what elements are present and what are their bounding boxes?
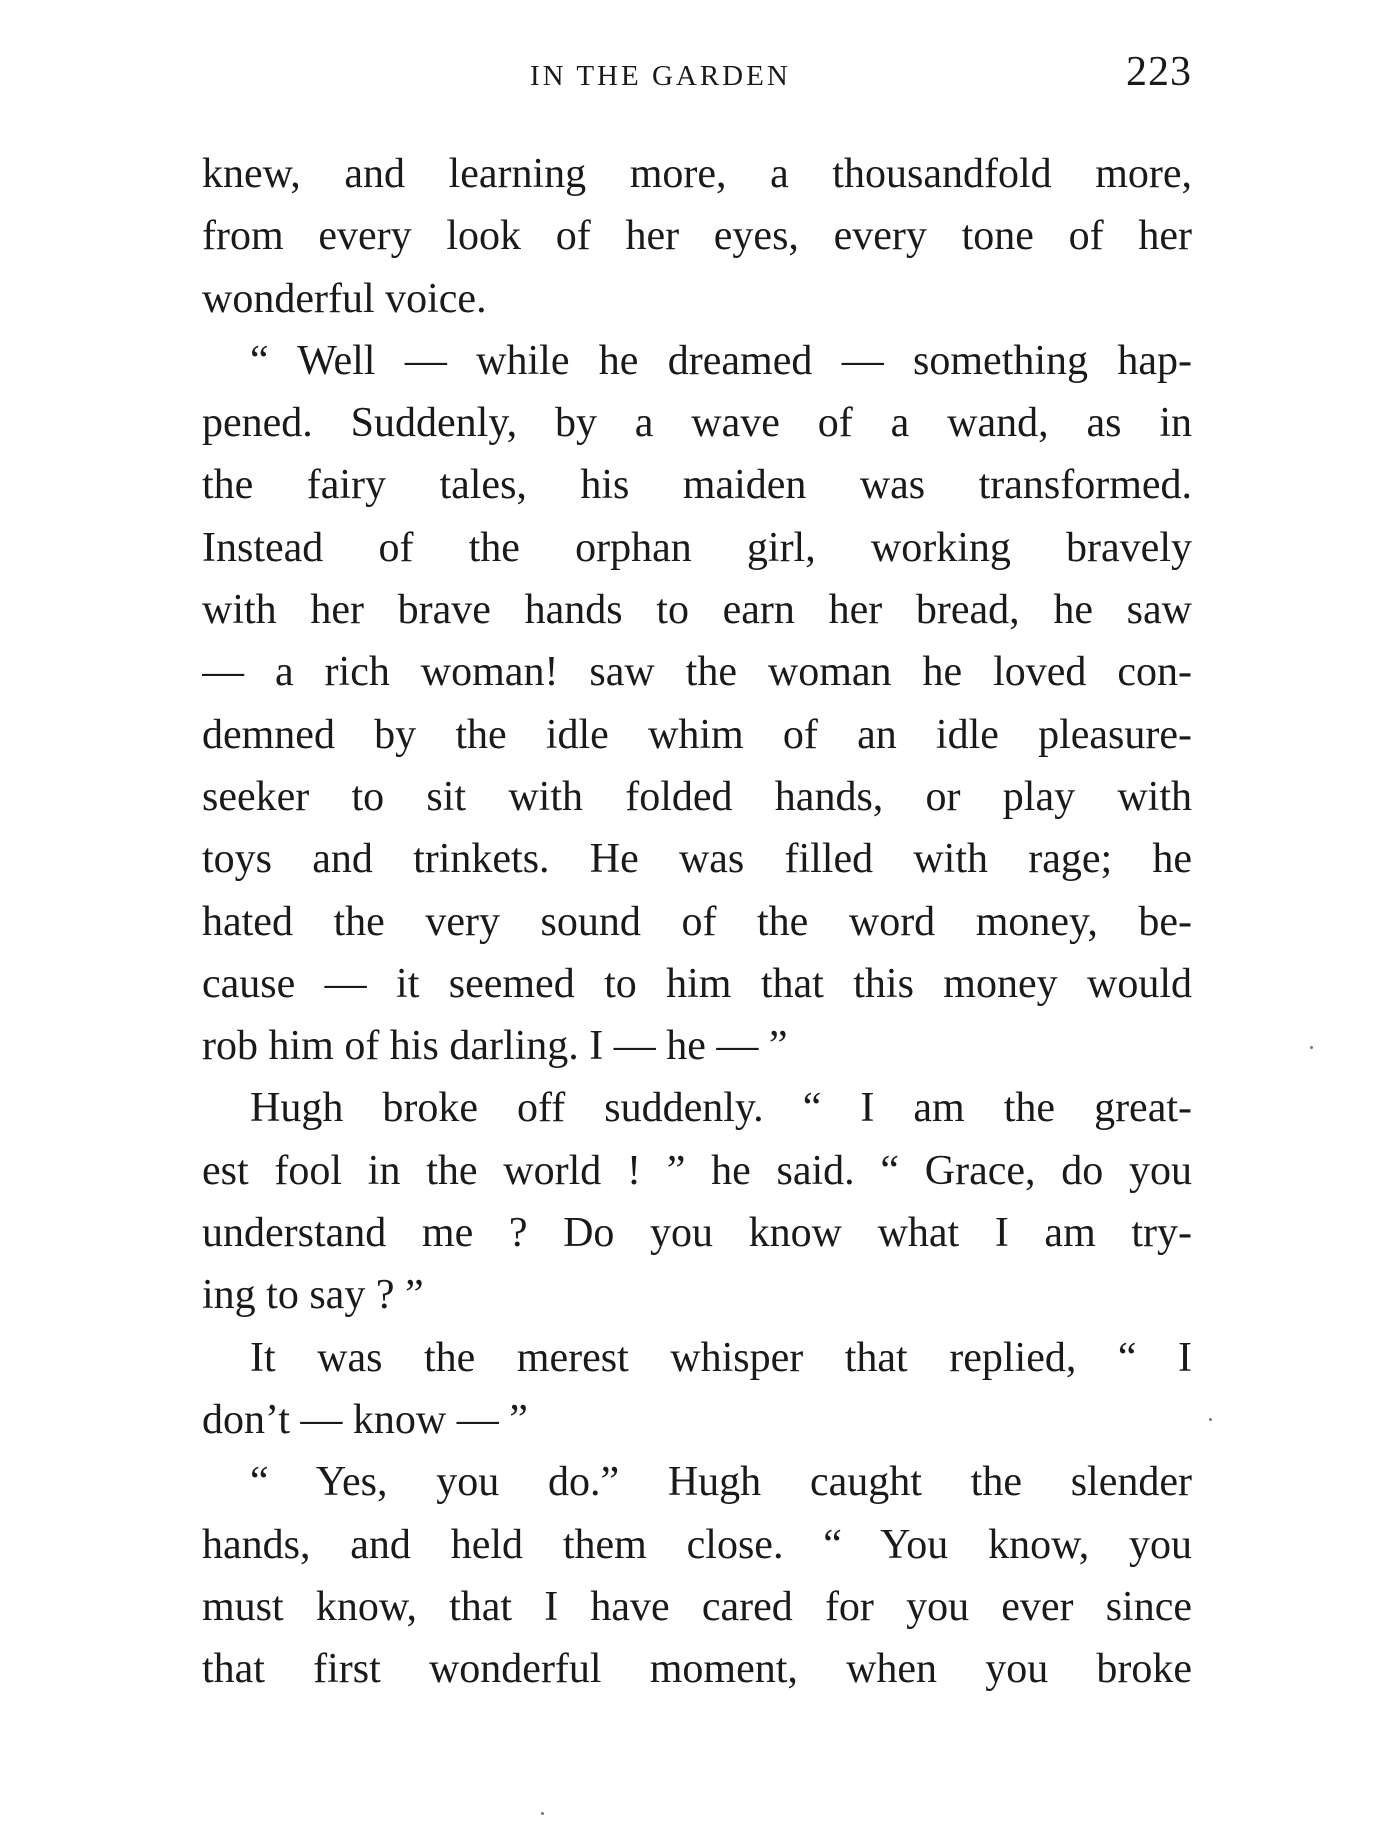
paper-speck <box>541 1812 544 1815</box>
text-line: Instead of the orphan girl, working bravely <box>202 524 1192 571</box>
paper-speck <box>1310 1046 1313 1049</box>
text-line: seeker to sit with folded hands, or play with <box>202 773 1192 820</box>
text-line: It was the merest whisper that replied, “ I <box>250 1334 1192 1381</box>
page-number: 223 <box>1126 49 1192 95</box>
body-text <box>202 143 1192 1700</box>
text-line: rob him of his darling. I — he — ” <box>202 1023 788 1070</box>
text-line: don’t — know — ” <box>202 1396 528 1443</box>
text-line: hands, and held them close. “ You know, you <box>202 1521 1192 1568</box>
text-line: ing to say ? ” <box>202 1272 424 1319</box>
text-line: must know, that I have cared for you ever since <box>202 1583 1192 1630</box>
text-line: knew, and learning more, a thousandfold more, <box>202 151 1192 197</box>
text-line: “ Yes, you do.” Hugh caught the slender <box>250 1459 1192 1506</box>
text-line: that first wonderful moment, when you broke <box>202 1646 1192 1693</box>
text-line: the fairy tales, his maiden was transformed. <box>202 462 1192 509</box>
text-line: hated the very sound of the word money, be- <box>202 898 1192 945</box>
text-line: cause — it seemed to him that this money would <box>202 960 1192 1007</box>
text-line: wonderful voice. <box>202 275 487 322</box>
text-line: understand me ? Do you know what I am try- <box>202 1210 1192 1257</box>
text-line: Hugh broke off suddenly. “ I am the great- <box>250 1085 1192 1132</box>
text-line: demned by the idle whim of an idle pleasure- <box>202 711 1192 758</box>
text-line: pened. Suddenly, by a wave of a wand, as in <box>202 400 1192 447</box>
paper-speck <box>1209 1418 1212 1421</box>
text-line: toys and trinkets. He was filled with rage; he <box>202 836 1192 883</box>
running-title: IN THE GARDEN <box>530 60 791 92</box>
page-header <box>202 48 1192 108</box>
text-line: “ Well — while he dreamed — something hap- <box>250 337 1192 384</box>
text-line: with her brave hands to earn her bread, he saw <box>202 587 1192 634</box>
text-line: from every look of her eyes, every tone of her <box>202 213 1192 260</box>
text-line: — a rich woman! saw the woman he loved con- <box>202 649 1192 696</box>
text-line: est fool in the world ! ” he said. “ Grace, do you <box>202 1147 1192 1194</box>
